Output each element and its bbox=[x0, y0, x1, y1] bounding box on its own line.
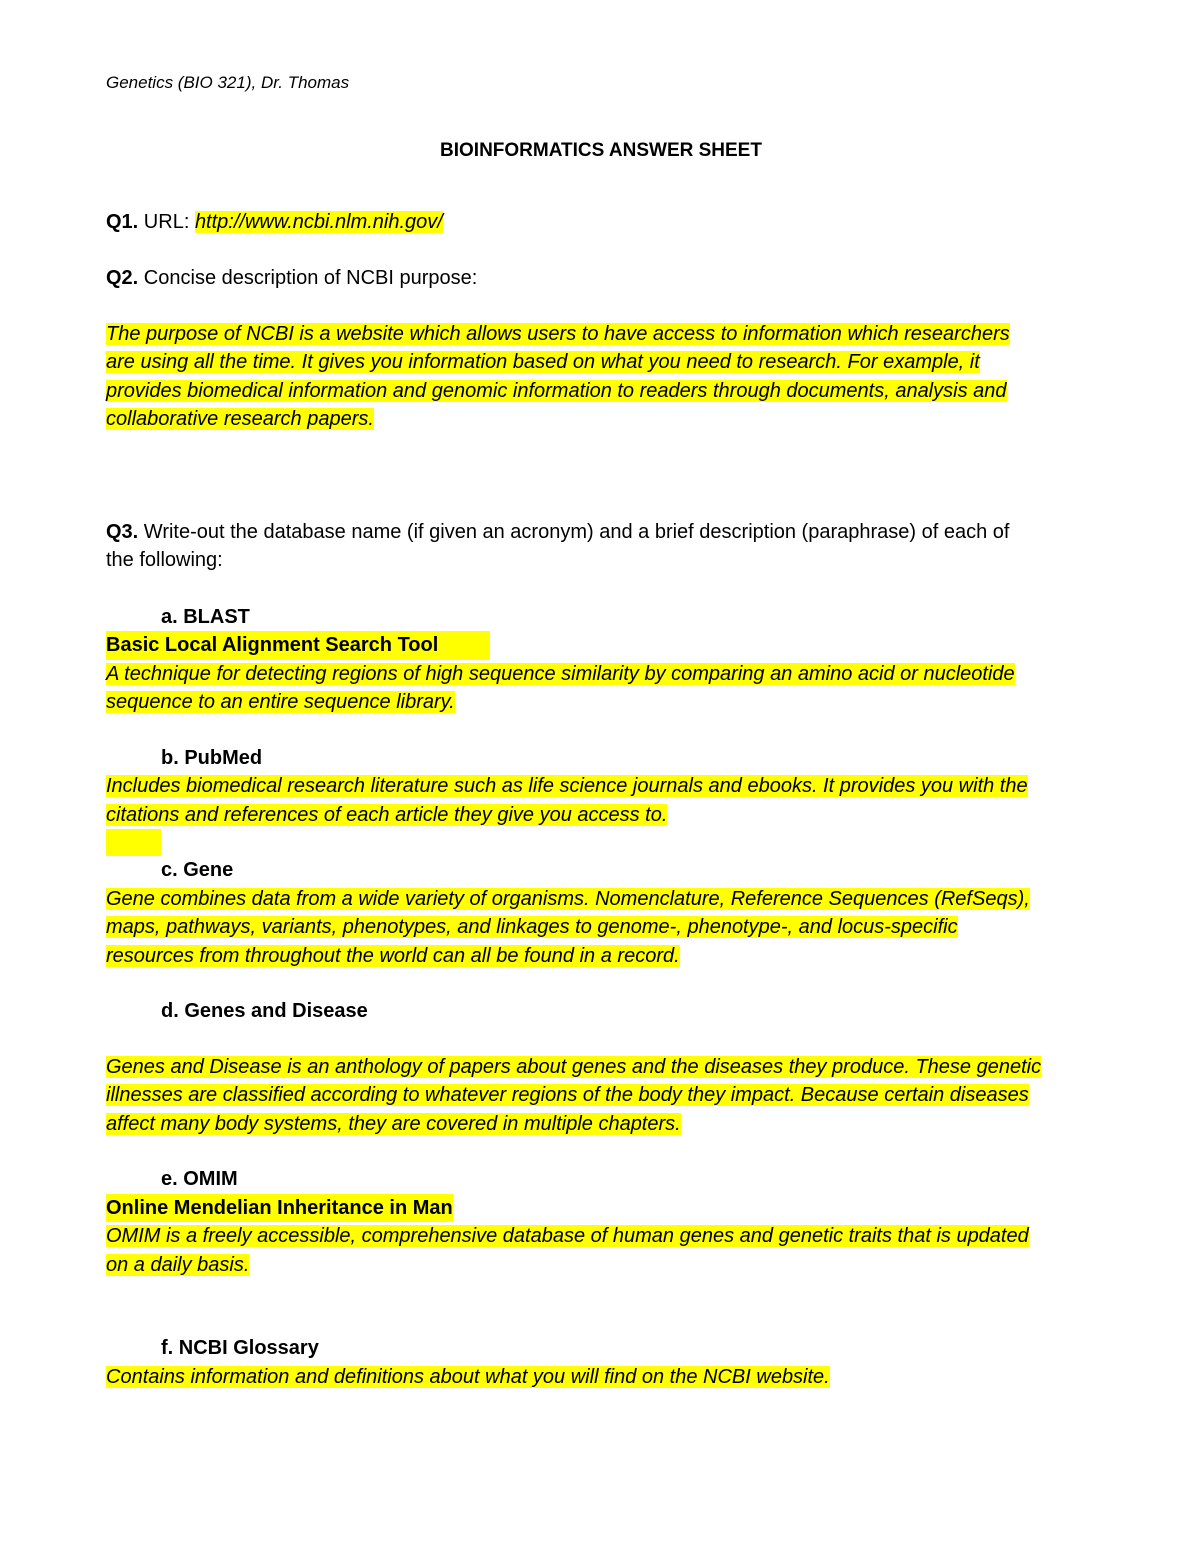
question-2-prompt: Concise description of NCBI purpose: bbox=[138, 267, 478, 289]
answer-line: collaborative research papers. bbox=[106, 408, 374, 430]
question-2-label: Q2. bbox=[106, 267, 139, 289]
full-name-blast: Basic Local Alignment Search Tool bbox=[106, 631, 490, 660]
page-title: BIOINFORMATICS ANSWER SHEET bbox=[440, 140, 762, 161]
item-heading-omim: e. OMIM bbox=[161, 1168, 238, 1190]
answer-line: OMIM is a freely accessible, comprehensive database of human genes and genetic traits that is updated bbox=[106, 1225, 1029, 1247]
question-3-label: Q3. bbox=[106, 520, 139, 543]
item-heading-blast: a. BLAST bbox=[161, 605, 250, 628]
description-omim bbox=[106, 1222, 1096, 1279]
answer-line: illnesses are classified according to whatever regions of the body they impact. Because certain diseases bbox=[106, 1084, 1029, 1106]
item-heading-ncbi-glossary: f. NCBI Glossary bbox=[161, 1337, 319, 1359]
description-blast bbox=[106, 660, 1096, 717]
answer-line: resources from throughout the world can all be found in a record. bbox=[106, 944, 680, 967]
question-1-label: Q1. bbox=[106, 210, 139, 233]
answer-line: maps, pathways, variants, phenotypes, and linkages to genome-, phenotype-, and locus-specific bbox=[106, 916, 958, 938]
question-1-prompt: URL: bbox=[138, 210, 195, 233]
description-gene bbox=[106, 885, 1096, 971]
answer-line: A technique for detecting regions of high sequence similarity by comparing an amino acid or nucleotide bbox=[106, 662, 1015, 685]
question-2 bbox=[106, 264, 1096, 293]
answer-line: sequence to an entire sequence library. bbox=[106, 691, 455, 713]
description-genes-and-disease bbox=[106, 1053, 1096, 1139]
question-2-answer bbox=[106, 320, 1096, 434]
answer-line: Contains information and definitions about what you will find on the NCBI website. bbox=[106, 1365, 830, 1388]
question-3 bbox=[106, 518, 1096, 575]
description-ncbi-glossary bbox=[106, 1363, 1096, 1392]
answer-line: affect many body systems, they are covered in multiple chapters. bbox=[106, 1112, 681, 1135]
answer-line: Gene combines data from a wide variety of organisms. Nomenclature, Reference Sequences (RefSeqs), bbox=[106, 887, 1030, 910]
item-heading-gene: c. Gene bbox=[161, 859, 234, 881]
course-header: Genetics (BIO 321), Dr. Thomas bbox=[106, 73, 350, 92]
answer-line: citations and references of each article they give you access to. bbox=[106, 803, 668, 826]
question-1-answer-url[interactable]: http://www.ncbi.nlm.nih.gov/ bbox=[194, 210, 443, 233]
answer-line: on a daily basis. bbox=[106, 1253, 250, 1276]
description-pubmed bbox=[106, 772, 1096, 856]
answer-line: Genes and Disease is an anthology of papers about genes and the diseases they produce. These genetic bbox=[106, 1055, 1042, 1078]
answer-line: provides biomedical information and genomic information to readers through documents, analysis and bbox=[106, 379, 1007, 402]
empty-highlight-line bbox=[106, 829, 161, 856]
item-heading-genes-and-disease: d. Genes and Disease bbox=[161, 1000, 368, 1022]
question-1 bbox=[106, 208, 1096, 237]
item-heading-pubmed: b. PubMed bbox=[161, 746, 263, 769]
answer-line: are using all the time. It gives you information based on what you need to research. For example, it bbox=[106, 351, 980, 373]
question-3-prompt: Write-out the database name (if given an acronym) and a brief description (paraphrase) of each of bbox=[138, 520, 1010, 543]
full-name-omim: Online Mendelian Inheritance in Man bbox=[106, 1194, 453, 1223]
question-3-prompt-continued: the following: bbox=[106, 549, 223, 571]
answer-sheet-page bbox=[106, 70, 1096, 1391]
answer-line: Includes biomedical research literature such as life science journals and ebooks. It provides you with the bbox=[106, 775, 1028, 797]
answer-line: The purpose of NCBI is a website which allows users to have access to information which researchers bbox=[106, 322, 1010, 345]
